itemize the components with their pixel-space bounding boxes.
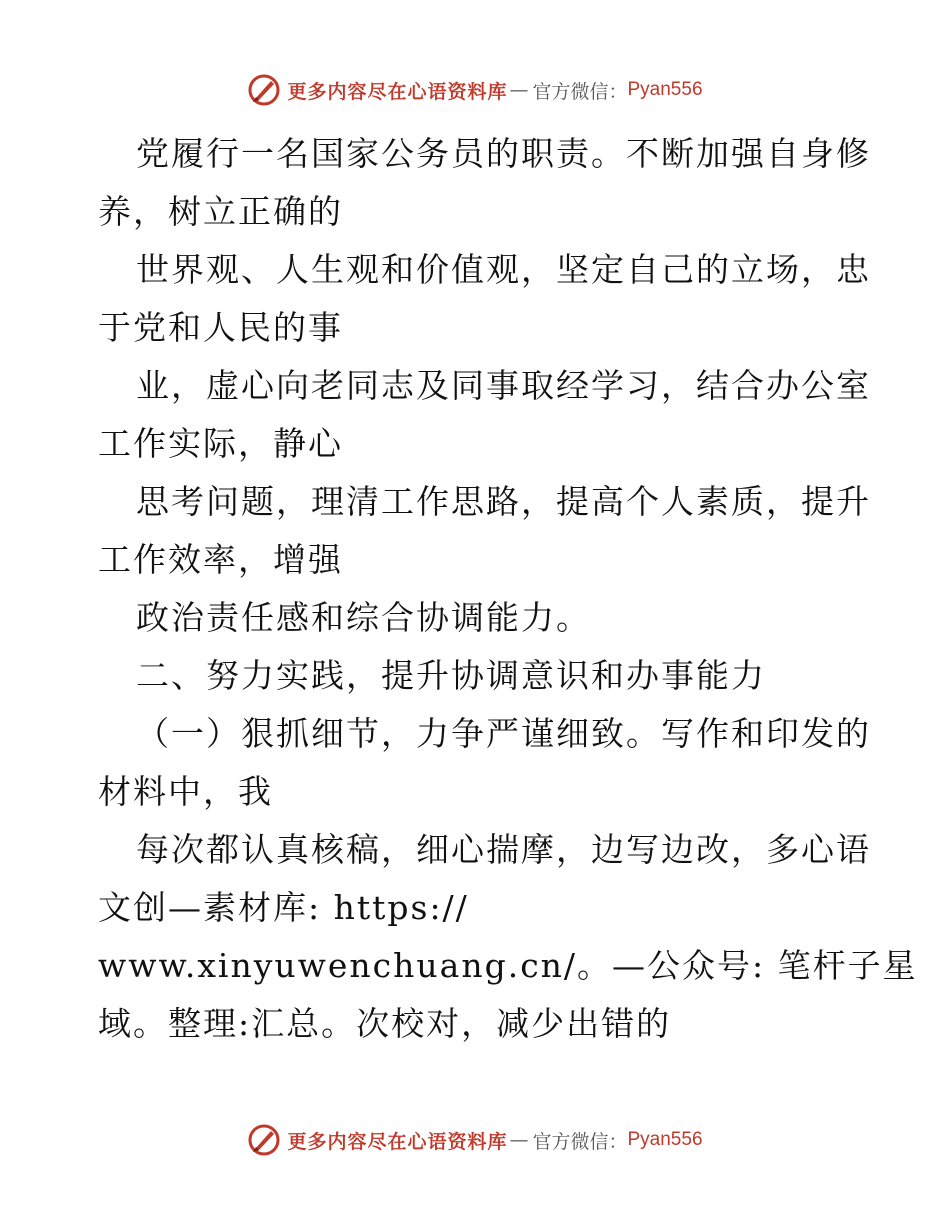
body-line: 世界观、人生观和价值观，坚定自己的立场，忠 [136, 250, 871, 289]
watermark-dash: — [509, 1129, 529, 1151]
body-line: 文创—素材库: https:// [98, 888, 469, 927]
body-line: 政治责任感和综合协调能力。 [136, 598, 591, 637]
watermark-text: 更多内容尽在心语资料库 [287, 80, 508, 103]
body-line: 工作实际，静心 [98, 424, 343, 463]
watermark-account-id: Pyan556 [627, 1129, 703, 1150]
watermark-account-id: Pyan556 [627, 79, 703, 100]
body-line: 域。整理:汇总。次校对，减少出错的 [98, 1004, 672, 1043]
body-line-url: www.xinyuwenchuang.cn/。—公众号: 笔杆子星 [98, 946, 918, 985]
body-line: 思考问题，理清工作思路，提高个人素质，提升 [136, 482, 871, 521]
body-line: 材料中，我 [98, 772, 273, 811]
quill-pen-logo-icon [247, 73, 281, 107]
quill-pen-logo-icon [247, 1123, 281, 1157]
body-line: 于党和人民的事 [98, 308, 343, 347]
body-line: 党履行一名国家公务员的职责。不断加强自身修 [136, 134, 871, 173]
watermark-text: 更多内容尽在心语资料库 [287, 1130, 508, 1153]
body-line: 工作效率，增强 [98, 540, 343, 579]
watermark-account-label: 官方微信： [532, 1130, 628, 1153]
section-heading: 二、努力实践，提升协调意识和办事能力 [136, 656, 766, 695]
footer-watermark [0, 1120, 950, 1160]
body-line: （一）狠抓细节，力争严谨细致。写作和印发的 [136, 714, 871, 753]
body-line: 每次都认真核稿，细心揣摩，边写边改，多心语 [136, 830, 871, 869]
document-body [98, 125, 918, 1053]
body-line: 养，树立正确的 [98, 192, 343, 231]
header-watermark [0, 70, 950, 110]
watermark-account-label: 官方微信： [532, 80, 628, 103]
body-line: 业，虚心向老同志及同事取经学习，结合办公室 [136, 366, 871, 405]
watermark-dash: — [509, 79, 529, 101]
